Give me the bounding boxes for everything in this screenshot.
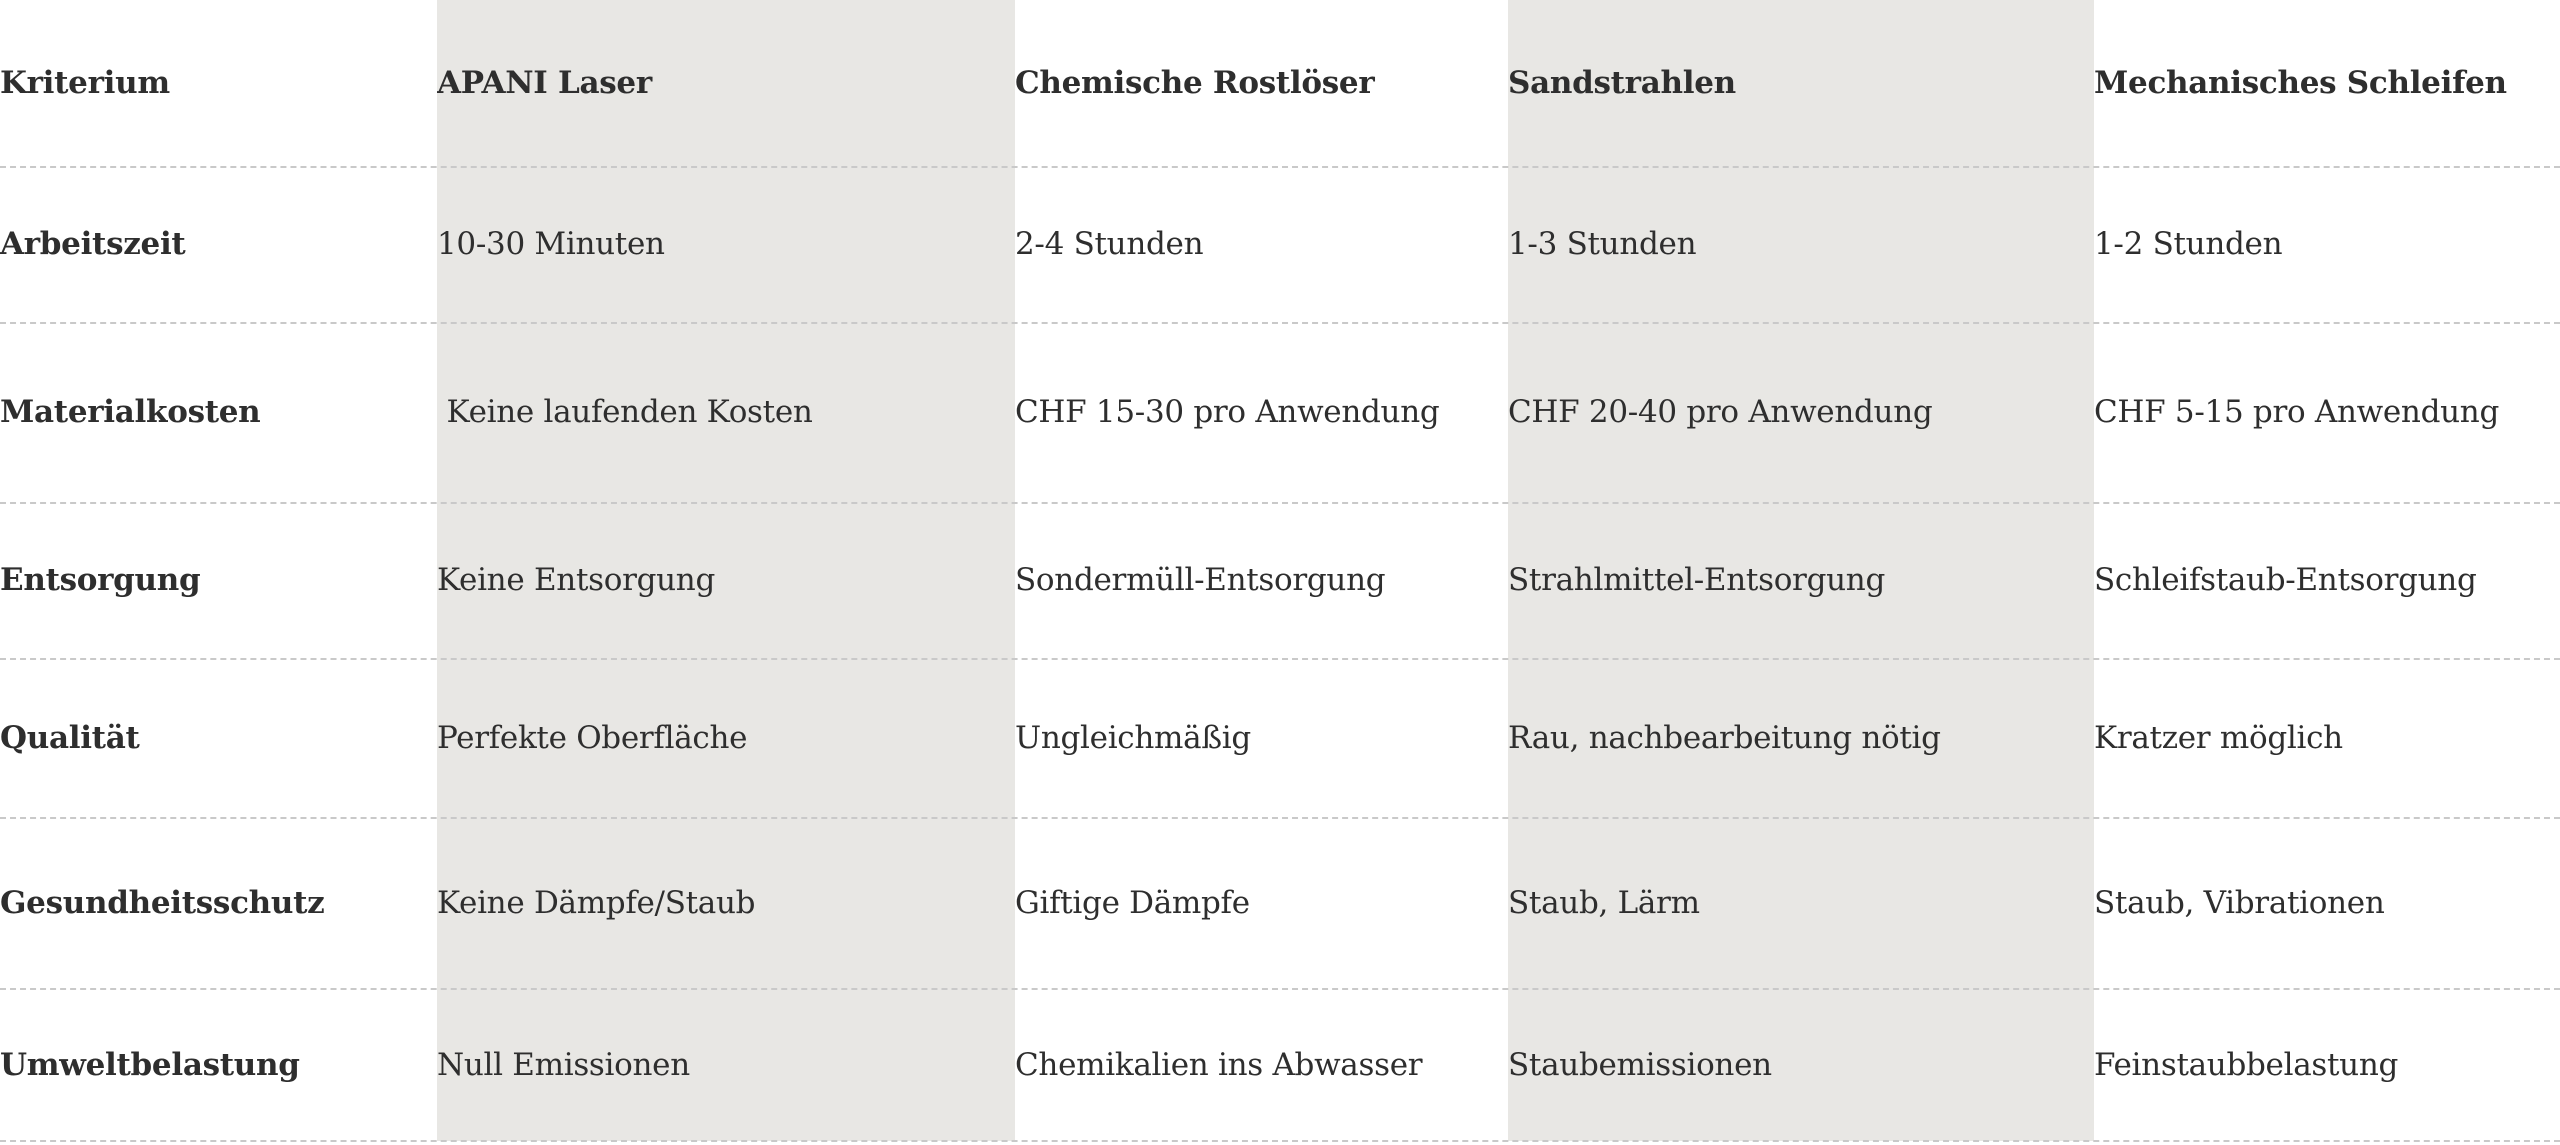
table-cell: Chemikalien ins Abwasser — [1015, 1047, 1423, 1083]
row-divider — [0, 166, 2560, 168]
table-cell: Null Emissionen — [437, 1047, 690, 1083]
table-cell: Staub, Lärm — [1508, 884, 1700, 921]
table-cell: Schleifstaub-Entsorgung — [2094, 562, 2477, 598]
header-chemische-rostloeser: Chemische Rostlöser — [1015, 65, 1375, 101]
table-cell: 10-30 Minuten — [437, 226, 665, 262]
table-cell: Sondermüll-Entsorgung — [1015, 562, 1386, 598]
row-divider — [0, 817, 2560, 819]
table-cell: Strahlmittel-Entsorgung — [1508, 562, 1885, 598]
table-cell: 1-2 Stunden — [2094, 226, 2283, 262]
row-divider — [0, 658, 2560, 660]
table-cell: Rau, nachbearbeitung nötig — [1508, 719, 1941, 756]
row-divider — [0, 502, 2560, 504]
table-row-gesundheitsschutz — [0, 817, 2560, 988]
table-cell: CHF 15-30 pro Anwendung — [1015, 394, 1440, 430]
table-cell: Perfekte Oberfläche — [437, 719, 748, 756]
row-label: Umweltbelastung — [0, 1047, 300, 1083]
table-cell: CHF 20-40 pro Anwendung — [1508, 394, 1933, 430]
table-cell: Keine Dämpfe/Staub — [437, 884, 756, 921]
table-cell: Staub, Vibrationen — [2094, 884, 2385, 921]
table-cell: Ungleichmäßig — [1015, 719, 1251, 756]
table-cell: Keine laufenden Kosten — [437, 394, 813, 430]
row-label: Arbeitszeit — [0, 226, 186, 262]
table-cell: CHF 5-15 pro Anwendung — [2094, 394, 2500, 430]
header-sandstrahlen: Sandstrahlen — [1508, 65, 1736, 101]
table-row-umweltbelastung — [0, 988, 2560, 1142]
table-row-arbeitszeit — [0, 166, 2560, 322]
table-row-materialkosten — [0, 322, 2560, 502]
header-mechanisches-schleifen: Mechanisches Schleifen — [2094, 65, 2507, 101]
table-cell: Giftige Dämpfe — [1015, 884, 1250, 921]
table-row-entsorgung — [0, 502, 2560, 658]
row-label: Gesundheitsschutz — [0, 884, 325, 921]
table-cell: Kratzer möglich — [2094, 719, 2343, 756]
header-apani-laser: APANI Laser — [437, 65, 652, 101]
table-header-row — [0, 0, 2560, 166]
row-label: Qualität — [0, 719, 140, 756]
row-divider — [0, 988, 2560, 990]
row-divider — [0, 1140, 2560, 1142]
header-kriterium: Kriterium — [0, 65, 170, 101]
row-divider — [0, 322, 2560, 324]
table-cell: 2-4 Stunden — [1015, 226, 1204, 262]
table-cell: Keine Entsorgung — [437, 562, 716, 598]
row-label: Materialkosten — [0, 394, 261, 430]
table-cell: Feinstaubbelastung — [2094, 1047, 2399, 1083]
table-cell: 1-3 Stunden — [1508, 226, 1697, 262]
table-cell: Staubemissionen — [1508, 1047, 1772, 1083]
row-label: Entsorgung — [0, 562, 201, 598]
table-row-qualitaet — [0, 658, 2560, 817]
